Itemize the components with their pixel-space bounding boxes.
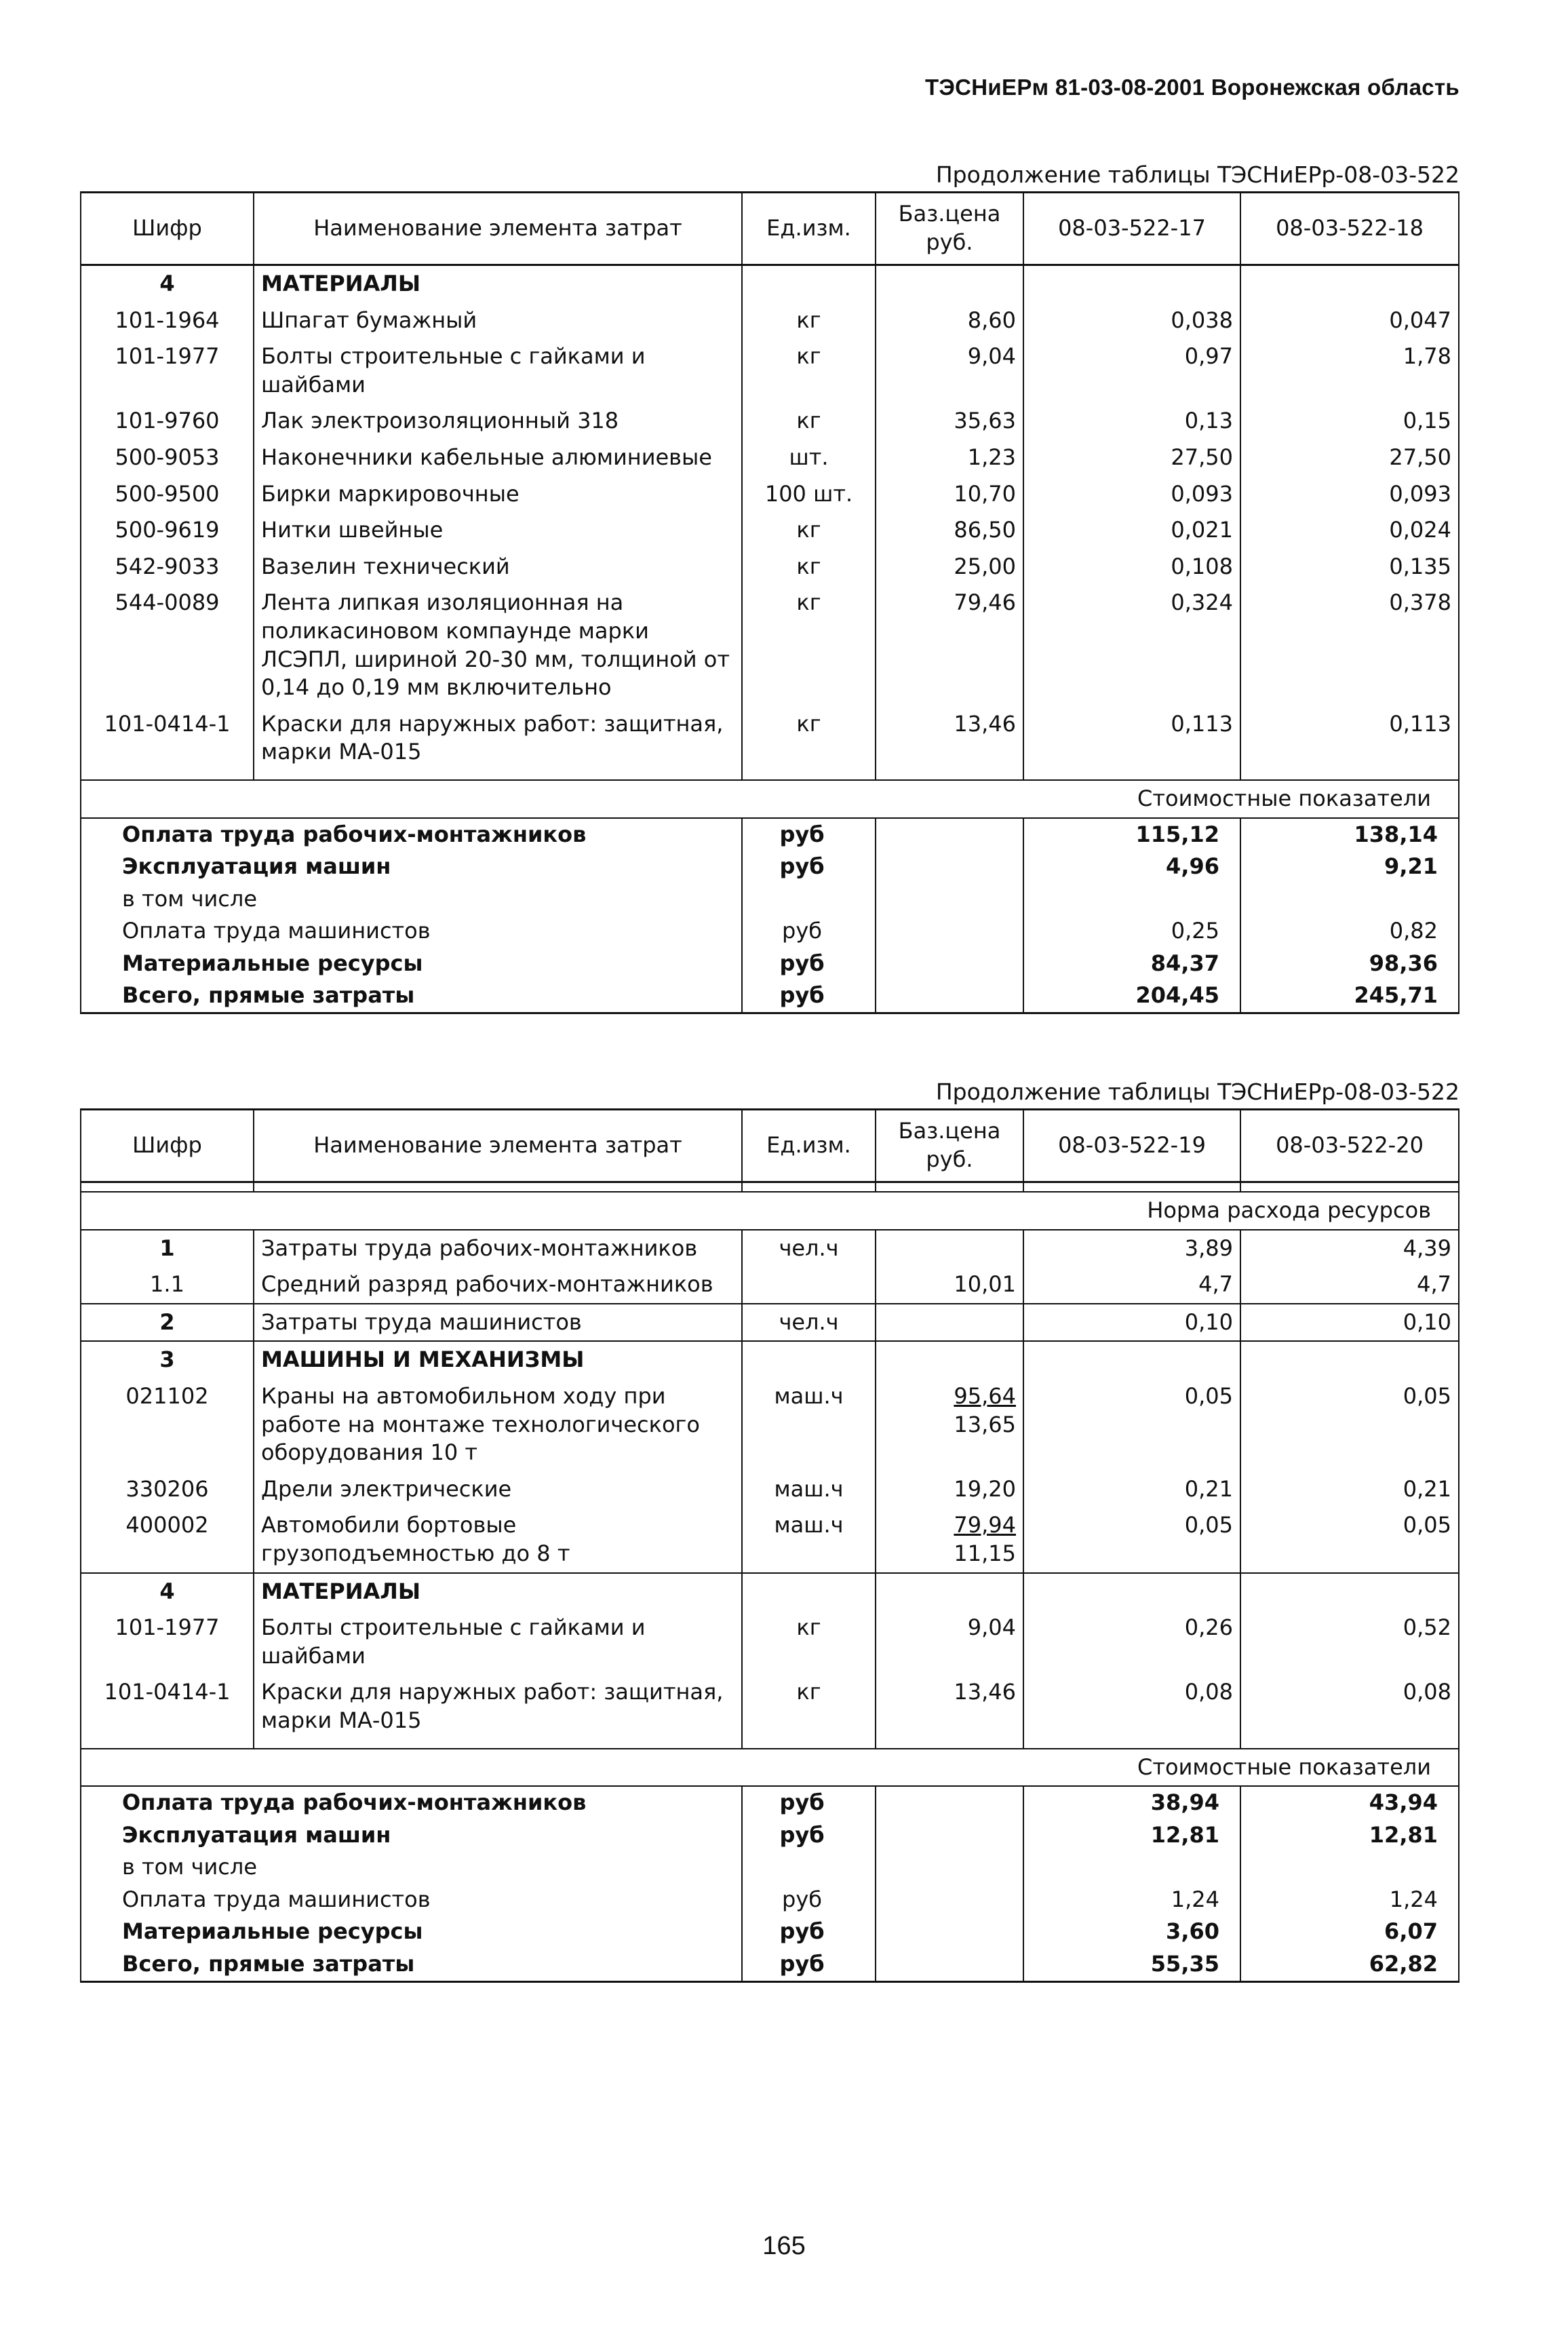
- resource-code: 500-9619: [81, 512, 254, 549]
- column-header: Ед.изм.: [742, 193, 876, 265]
- table-cell: [1023, 1341, 1240, 1378]
- totals-row: [81, 1948, 1459, 1981]
- totals-row: [81, 1851, 1459, 1884]
- resource-name: Болты строительные с гайками и шайбами: [254, 338, 742, 403]
- table-row: [81, 1378, 1459, 1471]
- table-row: [81, 512, 1459, 549]
- table-row: [81, 706, 1459, 771]
- resource-code: 400002: [81, 1507, 254, 1572]
- norm-value: 0,52: [1240, 1610, 1459, 1674]
- norm-value: 0,08: [1023, 1674, 1240, 1739]
- totals-name: Материальные ресурсы: [81, 1916, 742, 1948]
- totals-value: 1,24: [1240, 1884, 1459, 1916]
- table-cell: 3,89: [1023, 1230, 1240, 1267]
- column-header: Ед.изм.: [742, 1110, 876, 1182]
- column-header: Шифр: [81, 193, 254, 265]
- unit: кг: [742, 512, 876, 549]
- resource-code: 101-1977: [81, 1610, 254, 1674]
- totals-value: [1023, 1851, 1240, 1884]
- table-cell: [1023, 1739, 1240, 1749]
- resource-name: Краски для наружных работ: защитная, марки МА-015: [254, 1674, 742, 1739]
- unit: кг: [742, 706, 876, 771]
- column-header: Баз.цена руб.: [876, 193, 1023, 265]
- unit: кг: [742, 585, 876, 705]
- table-row: [81, 1266, 1459, 1304]
- resource-code: 101-0414-1: [81, 1674, 254, 1739]
- totals-row: [81, 915, 1459, 948]
- section-number: 3: [81, 1341, 254, 1378]
- table-row: [81, 403, 1459, 440]
- totals-value: 0,25: [1023, 915, 1240, 948]
- table-cell: [1240, 1573, 1459, 1610]
- totals-name: Всего, прямые затраты: [81, 1948, 742, 1981]
- table-cell: [876, 1851, 1023, 1884]
- totals-value: 3,60: [1023, 1916, 1240, 1948]
- resource-name: Нитки швейные: [254, 512, 742, 549]
- table-cell: Затраты труда машинистов: [254, 1304, 742, 1342]
- totals-value: 0,82: [1240, 915, 1459, 948]
- norm-value: 0,08: [1240, 1674, 1459, 1739]
- table-cell: [1240, 265, 1459, 303]
- table-row: [81, 585, 1459, 705]
- totals-row: [81, 851, 1459, 883]
- resource-code: 021102: [81, 1378, 254, 1471]
- table-cell: [876, 915, 1023, 948]
- table-cell: [742, 1341, 876, 1378]
- totals-row: [81, 883, 1459, 916]
- totals-unit: руб: [742, 1786, 876, 1819]
- table-row: [81, 1304, 1459, 1342]
- norm-value: 1,78: [1240, 338, 1459, 403]
- totals-row: [81, 948, 1459, 980]
- norm-value: 0,21: [1023, 1471, 1240, 1508]
- table-cell: [742, 1182, 876, 1193]
- totals-name: Эксплуатация машин: [81, 1819, 742, 1852]
- table-cell: [1023, 1182, 1240, 1193]
- table-cell: [876, 948, 1023, 980]
- base-price: 13,46: [876, 706, 1023, 771]
- base-price: [876, 1471, 1023, 1508]
- totals-value: 9,21: [1240, 851, 1459, 883]
- totals-unit: [742, 883, 876, 916]
- totals-row: [81, 1819, 1459, 1852]
- totals-name: в том числе: [81, 883, 742, 916]
- totals-unit: руб: [742, 915, 876, 948]
- table-cell: [742, 1266, 876, 1304]
- totals-row: [81, 980, 1459, 1013]
- section-row: [81, 265, 1459, 303]
- spacer-row: [81, 1739, 1459, 1749]
- column-header: Шифр: [81, 1110, 254, 1182]
- totals-name: Эксплуатация машин: [81, 851, 742, 883]
- table-cell: [876, 1916, 1023, 1948]
- resource-code: 330206: [81, 1471, 254, 1508]
- table-cell: [742, 1739, 876, 1749]
- operator-wage-value: 13,65: [954, 1411, 1016, 1437]
- table-cell: [742, 265, 876, 303]
- norm-value: 0,05: [1240, 1378, 1459, 1471]
- column-header: 08-03-522-19: [1023, 1110, 1240, 1182]
- resource-code: 542-9033: [81, 549, 254, 585]
- column-header: 08-03-522-17: [1023, 193, 1240, 265]
- table-cell: Средний разряд рабочих-монтажников: [254, 1266, 742, 1304]
- totals-unit: руб: [742, 1948, 876, 1981]
- resource-code: 101-9760: [81, 403, 254, 440]
- base-price: 9,04: [876, 338, 1023, 403]
- unit: маш.ч: [742, 1471, 876, 1508]
- totals-unit: руб: [742, 818, 876, 851]
- spacer-row: [81, 771, 1459, 780]
- table-cell: [876, 1739, 1023, 1749]
- section-row: [81, 1341, 1459, 1378]
- table-row: [81, 476, 1459, 513]
- table-cell: 4,7: [1240, 1266, 1459, 1304]
- totals-unit: руб: [742, 1884, 876, 1916]
- banner-label: Норма расхода ресурсов: [81, 1192, 1459, 1230]
- table-header-row: [81, 193, 1459, 265]
- norm-value: 27,50: [1023, 440, 1240, 476]
- table-row: [81, 1674, 1459, 1739]
- unit: кг: [742, 1674, 876, 1739]
- table-cell: [1240, 1341, 1459, 1378]
- spacer-row: [81, 1182, 1459, 1193]
- norm-value: 0,113: [1240, 706, 1459, 771]
- norm-value: 0,047: [1240, 303, 1459, 339]
- totals-value: 84,37: [1023, 948, 1240, 980]
- column-header: Наименование элемента затрат: [254, 1110, 742, 1182]
- totals-value: 98,36: [1240, 948, 1459, 980]
- norm-value: 0,135: [1240, 549, 1459, 585]
- unit: кг: [742, 403, 876, 440]
- resource-code: 500-9500: [81, 476, 254, 513]
- base-price: [876, 1507, 1023, 1572]
- table-cell: [876, 980, 1023, 1013]
- table-cell: [254, 1739, 742, 1749]
- table-cell: [876, 1786, 1023, 1819]
- section-number: 4: [81, 265, 254, 303]
- totals-value: [1240, 1851, 1459, 1884]
- totals-value: 12,81: [1023, 1819, 1240, 1852]
- table-cell: 4,39: [1240, 1230, 1459, 1267]
- norm-value: 0,108: [1023, 549, 1240, 585]
- totals-value: [1240, 883, 1459, 916]
- resource-name: Болты строительные с гайками и шайбами: [254, 1610, 742, 1674]
- norm-value: 0,05: [1240, 1507, 1459, 1572]
- totals-name: Оплата труда рабочих-монтажников: [81, 1786, 742, 1819]
- resource-name: Краски для наружных работ: защитная, марки МА-015: [254, 706, 742, 771]
- section-title: МАТЕРИАЛЫ: [254, 265, 742, 303]
- norm-value: 0,26: [1023, 1610, 1240, 1674]
- table-row: [81, 1507, 1459, 1572]
- table-cell: [876, 1948, 1023, 1981]
- table-continuation-label: Продолжение таблицы ТЭСНиЕРр-08-03-522: [935, 1079, 1459, 1105]
- resource-code: 101-1964: [81, 303, 254, 339]
- table-row: [81, 440, 1459, 476]
- table-cell: 10,01: [876, 1266, 1023, 1304]
- table-row: [81, 338, 1459, 403]
- totals-row: [81, 1884, 1459, 1916]
- unit: кг: [742, 549, 876, 585]
- resource-name: Лак электроизоляционный 318: [254, 403, 742, 440]
- resource-name: Бирки маркировочные: [254, 476, 742, 513]
- totals-name: Оплата труда машинистов: [81, 1884, 742, 1916]
- table-cell: [876, 771, 1023, 780]
- banner-row: [81, 1749, 1459, 1787]
- base-price: 10,70: [876, 476, 1023, 513]
- norm-value: 0,97: [1023, 338, 1240, 403]
- totals-value: 1,24: [1023, 1884, 1240, 1916]
- table-cell: [742, 1573, 876, 1610]
- norm-value: 0,21: [1240, 1471, 1459, 1508]
- resource-name: Лента липкая изоляционная на поликасиновом компаунде марки ЛСЭПЛ, шириной 20-30 мм, толщиной от 0,14 до 0,19 мм включительно: [254, 585, 742, 705]
- table-cell: [1023, 265, 1240, 303]
- table-row: [81, 549, 1459, 585]
- unit: кг: [742, 303, 876, 339]
- totals-unit: руб: [742, 1819, 876, 1852]
- totals-value: 138,14: [1240, 818, 1459, 851]
- base-price: 13,46: [876, 1674, 1023, 1739]
- totals-value: 55,35: [1023, 1948, 1240, 1981]
- section-title: МАШИНЫ И МЕХАНИЗМЫ: [254, 1341, 742, 1378]
- table-row: [81, 303, 1459, 339]
- totals-value: 38,94: [1023, 1786, 1240, 1819]
- table-cell: [876, 1819, 1023, 1852]
- table-cell: [876, 1341, 1023, 1378]
- table-cell: [876, 818, 1023, 851]
- norm-value: 0,378: [1240, 585, 1459, 705]
- resource-name: Краны на автомобильном ходу при работе на монтаже технологического оборудования 10 т: [254, 1378, 742, 1471]
- table-cell: [876, 1304, 1023, 1342]
- totals-name: Материальные ресурсы: [81, 948, 742, 980]
- norm-value: 0,024: [1240, 512, 1459, 549]
- banner-row: [81, 1192, 1459, 1230]
- norm-value: 0,324: [1023, 585, 1240, 705]
- resource-name: Наконечники кабельные алюминиевые: [254, 440, 742, 476]
- table-cell: [254, 771, 742, 780]
- table-cell: 2: [81, 1304, 254, 1342]
- table-cell: [742, 771, 876, 780]
- table-cell: [1023, 1573, 1240, 1610]
- section-number: 4: [81, 1573, 254, 1610]
- column-header: 08-03-522-20: [1240, 1110, 1459, 1182]
- totals-unit: [742, 1851, 876, 1884]
- banner-label: Стоимостные показатели: [81, 780, 1459, 818]
- unit: маш.ч: [742, 1378, 876, 1471]
- totals-unit: руб: [742, 980, 876, 1013]
- resource-code: 500-9053: [81, 440, 254, 476]
- totals-value: 43,94: [1240, 1786, 1459, 1819]
- unit: кг: [742, 338, 876, 403]
- norm-value: 0,05: [1023, 1507, 1240, 1572]
- base-price: 35,63: [876, 403, 1023, 440]
- table-cell: [876, 851, 1023, 883]
- base-price: 25,00: [876, 549, 1023, 585]
- section-title: МАТЕРИАЛЫ: [254, 1573, 742, 1610]
- totals-unit: руб: [742, 1916, 876, 1948]
- column-header: Наименование элемента затрат: [254, 193, 742, 265]
- norm-value: 0,021: [1023, 512, 1240, 549]
- base-price: 8,60: [876, 303, 1023, 339]
- resource-name: Автомобили бортовые грузоподъемностью до 8 т: [254, 1507, 742, 1572]
- table-continuation-label: Продолжение таблицы ТЭСНиЕРр-08-03-522: [935, 161, 1459, 188]
- table-cell: 1: [81, 1230, 254, 1267]
- totals-value: 204,45: [1023, 980, 1240, 1013]
- table-row: [81, 1610, 1459, 1674]
- totals-name: Всего, прямые затраты: [81, 980, 742, 1013]
- norm-value: 0,113: [1023, 706, 1240, 771]
- table-cell: Затраты труда рабочих-монтажников: [254, 1230, 742, 1267]
- column-header: 08-03-522-18: [1240, 193, 1459, 265]
- base-price: [876, 1378, 1023, 1471]
- totals-name: Оплата труда рабочих-монтажников: [81, 818, 742, 851]
- base-price: 1,23: [876, 440, 1023, 476]
- norm-value: 0,093: [1240, 476, 1459, 513]
- table-row: [81, 1471, 1459, 1508]
- base-price: 79,46: [876, 585, 1023, 705]
- table-cell: [254, 1182, 742, 1193]
- table-cell: 1.1: [81, 1266, 254, 1304]
- norm-value: 0,13: [1023, 403, 1240, 440]
- unit: 100 шт.: [742, 476, 876, 513]
- totals-value: 115,12: [1023, 818, 1240, 851]
- table-row: [81, 1230, 1459, 1267]
- table-cell: [876, 1182, 1023, 1193]
- resource-name: Вазелин технический: [254, 549, 742, 585]
- base-price-value: 95,64: [954, 1382, 1016, 1409]
- document-header: ТЭСНиЕРм 81-03-08-2001 Воронежская область: [924, 75, 1459, 100]
- section-row: [81, 1573, 1459, 1610]
- totals-value: 62,82: [1240, 1948, 1459, 1981]
- operator-wage-value: 11,15: [954, 1540, 1016, 1566]
- table-cell: 0,10: [1023, 1304, 1240, 1342]
- resource-code: 101-0414-1: [81, 706, 254, 771]
- table-header-row: [81, 1110, 1459, 1182]
- norm-value: 0,038: [1023, 303, 1240, 339]
- resource-code: 101-1977: [81, 338, 254, 403]
- table-cell: [81, 771, 254, 780]
- totals-value: 12,81: [1240, 1819, 1459, 1852]
- totals-value: 6,07: [1240, 1916, 1459, 1948]
- resource-code: 544-0089: [81, 585, 254, 705]
- norm-value: 0,15: [1240, 403, 1459, 440]
- table-cell: чел.ч: [742, 1304, 876, 1342]
- base-price-value: 19,20: [954, 1475, 1016, 1502]
- table-cell: [1023, 771, 1240, 780]
- norm-value: 0,093: [1023, 476, 1240, 513]
- resource-table-1: [80, 191, 1459, 1014]
- table-cell: [1240, 1739, 1459, 1749]
- totals-value: 245,71: [1240, 980, 1459, 1013]
- table-cell: [876, 1573, 1023, 1610]
- table-cell: чел.ч: [742, 1230, 876, 1267]
- table-cell: [1240, 1182, 1459, 1193]
- totals-value: 4,96: [1023, 851, 1240, 883]
- resource-name: Дрели электрические: [254, 1471, 742, 1508]
- page-number: 165: [762, 2232, 806, 2260]
- unit: кг: [742, 1610, 876, 1674]
- base-price-value: 79,94: [954, 1512, 1016, 1538]
- table-cell: [876, 1884, 1023, 1916]
- table-cell: 0,10: [1240, 1304, 1459, 1342]
- table-cell: 4,7: [1023, 1266, 1240, 1304]
- table-cell: [1240, 771, 1459, 780]
- resource-table-2: [80, 1108, 1459, 1983]
- table-cell: [81, 1182, 254, 1193]
- norm-value: 0,05: [1023, 1378, 1240, 1471]
- base-price: 9,04: [876, 1610, 1023, 1674]
- totals-row: [81, 1916, 1459, 1948]
- totals-row: [81, 1786, 1459, 1819]
- totals-row: [81, 818, 1459, 851]
- table-cell: [876, 883, 1023, 916]
- table-cell: [81, 1739, 254, 1749]
- column-header: Баз.цена руб.: [876, 1110, 1023, 1182]
- totals-unit: руб: [742, 948, 876, 980]
- table-cell: [876, 265, 1023, 303]
- norm-value: 27,50: [1240, 440, 1459, 476]
- unit: маш.ч: [742, 1507, 876, 1572]
- banner-label: Стоимостные показатели: [81, 1749, 1459, 1787]
- table-cell: [876, 1230, 1023, 1267]
- banner-row: [81, 780, 1459, 818]
- totals-value: [1023, 883, 1240, 916]
- totals-name: в том числе: [81, 1851, 742, 1884]
- resource-name: Шпагат бумажный: [254, 303, 742, 339]
- totals-unit: руб: [742, 851, 876, 883]
- unit: шт.: [742, 440, 876, 476]
- base-price: 86,50: [876, 512, 1023, 549]
- totals-name: Оплата труда машинистов: [81, 915, 742, 948]
